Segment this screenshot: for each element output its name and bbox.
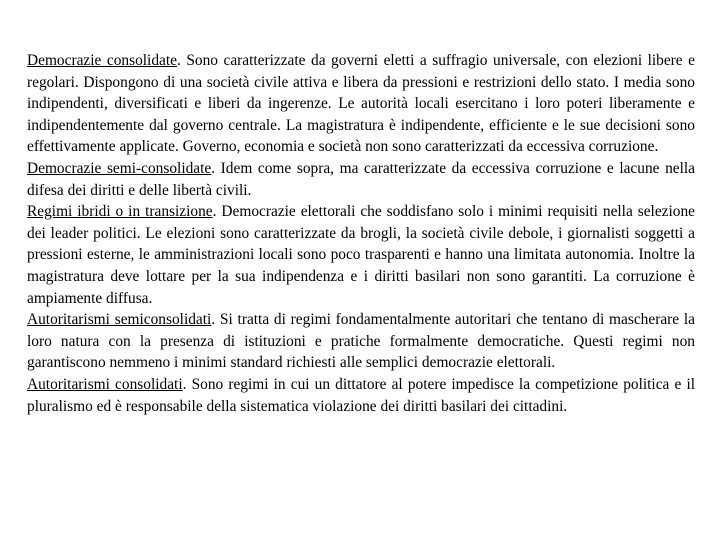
term-autoritarismi-consolidati: Autoritarismi consolidati xyxy=(27,375,183,393)
description-democrazie-semi-consolidate: . Idem come sopra, ma caratterizzate da eccessiva corruzione e lacune nella difesa dei diritti e delle libertà civili. xyxy=(27,159,695,199)
section-democrazie-semi-consolidate xyxy=(27,158,695,201)
description-regimi-ibridi: . Democrazie elettorali che soddisfano solo i minimi requisiti nella selezione dei leader politici. Le elezioni sono caratterizzate da brogli, la società civile debole, i giornalisti soggetti a pressioni esterne, le amministrazioni locali sono poco trasparenti e hanno una limitata autonomia. Inoltre la magistratura deve lottare per la sua indipendenza e i diritti basilari non sono garantiti. La corruzione è ampiamente diffusa. xyxy=(27,203,695,307)
term-democrazie-semi-consolidate: Democrazie semi-consolidate xyxy=(27,159,212,177)
section-democrazie-consolidate xyxy=(27,50,695,158)
term-regimi-ibridi: Regimi ibridi o in transizione xyxy=(27,203,213,221)
slide-body xyxy=(27,50,695,417)
term-autoritarismi-semiconsolidati: Autoritarismi semiconsolidati xyxy=(27,311,212,329)
section-autoritarismi-semiconsolidati xyxy=(27,309,695,374)
term-democrazie-consolidate: Democrazie consolidate xyxy=(27,52,177,69)
section-autoritarismi-consolidati xyxy=(27,374,695,417)
description-autoritarismi-consolidati: . Sono regimi in cui un dittatore al potere impedisce la competizione politica e il pluralismo ed è responsabile della sistematica violazione dei diritti basilari dei cittadini. xyxy=(27,375,695,415)
description-democrazie-consolidate: . Sono caratterizzate da governi eletti a suffragio universale, con elezioni libere e regolari. Dispongono di una società civile attiva e libera da pressioni e restrizioni dello stato. I media sono indipendenti, diversificati e liberi da ingerenze. Le autorità locali esercitano i loro poteri liberamente e indipendentemente dal governo centrale. La magistratura è indipendente, efficiente e le sue decisioni sono effettivamente applicate. Governo, economia e società non sono caratterizzati da eccessiva corruzione. xyxy=(27,52,695,156)
section-regimi-ibridi xyxy=(27,201,695,309)
description-autoritarismi-semiconsolidati: . Si tratta di regimi fondamentalmente autoritari che tentano di mascherare la loro natura con la presenza di istituzioni e pratiche formalmente democratiche. Questi regimi non garantiscono nemmeno i minimi standard richiesti alle semplici democrazie elettorali. xyxy=(27,311,695,372)
